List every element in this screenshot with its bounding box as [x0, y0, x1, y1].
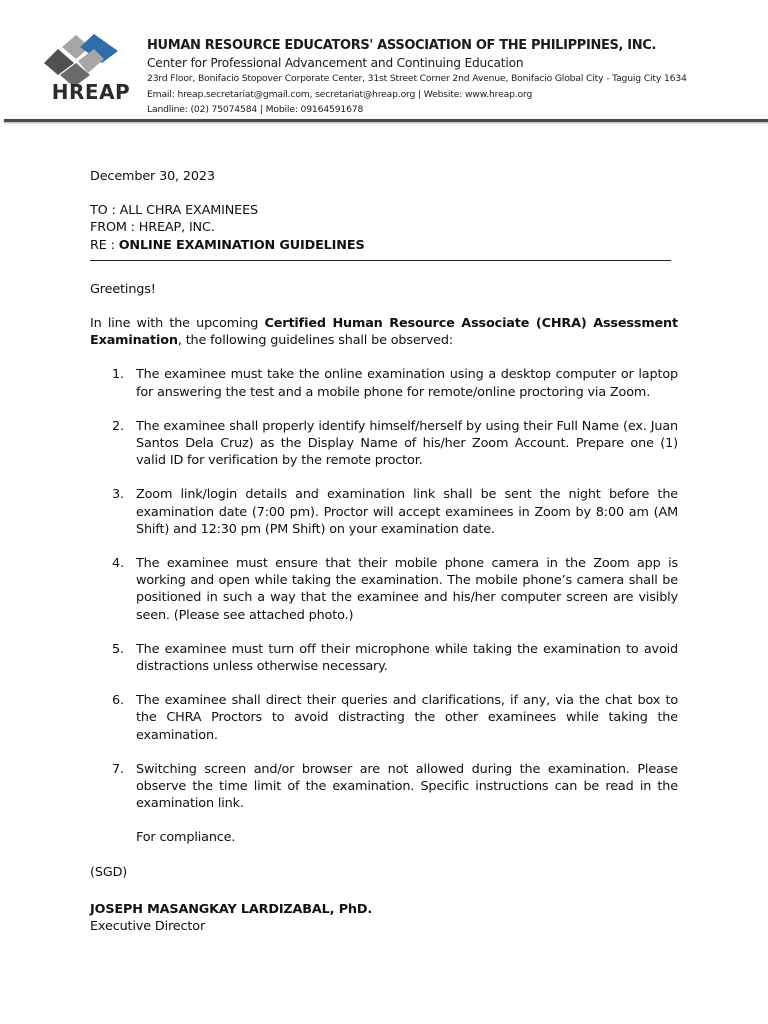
memo-from	[90, 219, 678, 236]
letterhead	[0, 0, 768, 124]
memo-from-label: FROM :	[90, 220, 135, 236]
guideline-number: 2.	[112, 418, 124, 434]
guideline-text: Zoom link/login details and examination link shall be sent the night before the examination date (7:00 pm). Proctor will accept examinees in Zoom by 8:00 am (AM Shift) and 12:30 pm (PM Shift) on your examination date.	[136, 487, 678, 537]
memo-from-value: HREAP, INC.	[138, 220, 215, 236]
hreap-logo	[44, 31, 138, 101]
guideline-text: Switching screen and/or browser are not allowed during the examination. Please observe the time limit of the examination. Specific instructions can be read in the examination link.	[136, 761, 678, 812]
guideline-number: 3.	[112, 487, 124, 503]
organization-name: HUMAN RESOURCE EDUCATORS' ASSOCIATION OF THE PHILIPPINES, INC.	[147, 38, 657, 53]
memo-to	[90, 202, 678, 219]
guideline-item-5	[90, 641, 678, 675]
memo-to-value: ALL CHRA EXAMINEES	[119, 203, 259, 219]
signature-mark: (SGD)	[90, 864, 128, 880]
letter-date: December 30, 2023	[90, 169, 215, 184]
guideline-text: The examinee must turn off their microphone while taking the examination to avoid distractions unless otherwise necessary.	[136, 641, 678, 675]
memo-re	[90, 237, 678, 254]
letter-body	[90, 168, 678, 935]
guideline-item-4	[90, 555, 678, 624]
guideline-number: 1.	[112, 367, 124, 383]
organization-details	[147, 37, 757, 118]
guideline-number: 7.	[112, 761, 124, 777]
guidelines-list	[90, 366, 678, 812]
guideline-text: The examinee must ensure that their mobile phone camera in the Zoom app is working and open while taking the examination. The mobile phone’s camera shall be positioned in such a way that the examinee and his/her computer screen are visibly seen. (Please see attached photo.)	[136, 556, 678, 623]
intro-paragraph	[90, 315, 678, 349]
guideline-item-3	[90, 486, 678, 538]
guideline-text: The examinee shall properly identify himself/herself by using their Full Name (ex. Juan Santos Dela Cruz) as the Display Name of his/her Zoom Account. Prepare one (1) valid ID for verification by the remote proctor.	[136, 418, 678, 469]
organization-subtitle: Center for Professional Advancement and Continuing Education	[147, 56, 524, 70]
guideline-item-2	[90, 418, 678, 470]
signatory-name: JOSEPH MASANGKAY LARDIZABAL, PhD.	[90, 901, 373, 917]
memo-to-label: TO :	[90, 203, 116, 219]
signatory-position: Executive Director	[90, 919, 206, 935]
memo-separator	[90, 260, 671, 261]
organization-address: 23rd Floor, Bonifacio Stopover Corporate Center, 31st Street Corner 2nd Avenue, Bonifacio Global City - Taguig City 1634	[147, 73, 687, 84]
guideline-item-6	[90, 692, 678, 744]
memo-re-value: ONLINE EXAMINATION GUIDELINES	[118, 237, 365, 253]
organization-email-website: Email: hreap.secretariat@gmail.com, secretariat@hreap.org | Website: www.hreap.org	[147, 88, 533, 100]
guideline-number: 6.	[112, 693, 124, 709]
guideline-number: 5.	[112, 641, 124, 657]
guideline-number: 4.	[112, 556, 124, 572]
intro-prefix: In line with the upcoming	[90, 316, 259, 332]
guideline-item-7	[90, 761, 678, 813]
greeting: Greetings!	[90, 281, 156, 297]
logo-wordmark: HREAP	[51, 80, 131, 101]
intro-suffix: , the following guidelines shall be observed:	[177, 333, 454, 349]
compliance-note: For compliance.	[136, 830, 236, 846]
organization-phone: Landline: (02) 75074584 | Mobile: 09164591678	[147, 104, 364, 115]
intro-exam-name: Certified Human Resource Associate (CHRA) Assessment Examination	[90, 316, 678, 349]
guideline-text: The examinee shall direct their queries and clarifications, if any, via the chat box to the CHRA Proctors to avoid distracting the other examinees while taking the examination.	[136, 693, 678, 743]
guideline-text: The examinee must take the online examination using a desktop computer or laptop for answering the test and a mobile phone for remote/online proctoring via Zoom.	[136, 367, 678, 400]
memo-re-label: RE :	[90, 237, 115, 253]
letterhead-divider	[4, 119, 768, 122]
guideline-item-1	[90, 366, 678, 400]
